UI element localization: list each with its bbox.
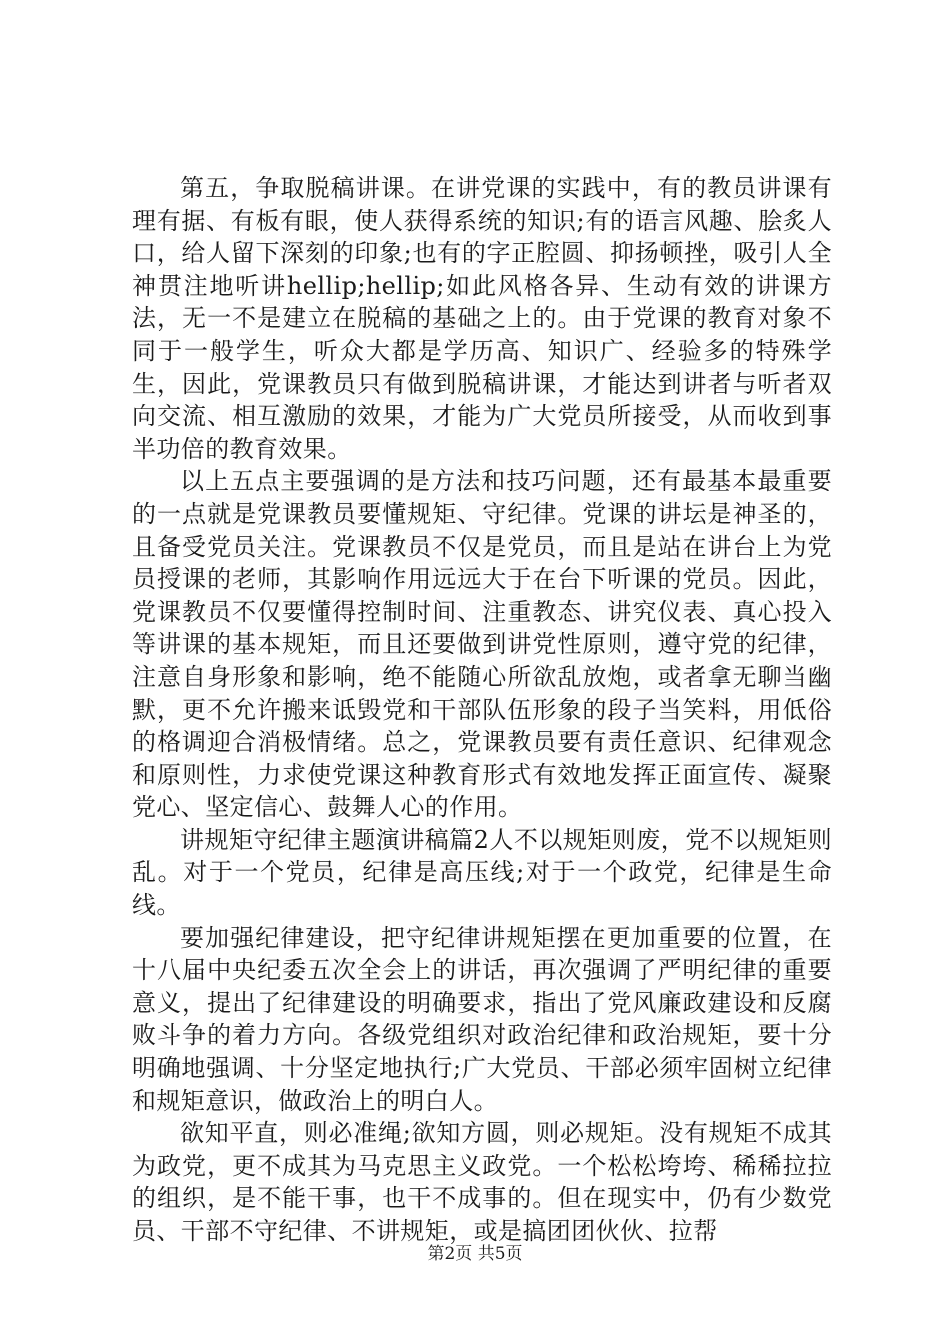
page-number-footer: 第2页 共5页 xyxy=(427,1244,523,1264)
document-body xyxy=(132,172,832,1248)
paragraph: 以上五点主要强调的是方法和技巧问题，还有最基本最重要的一点就是党课教员要懂规矩、守纪律。党课的讲坛是神圣的，且备受党员关注。党课教员不仅是党员，而且是站在讲台上为党员授课的老师，其影响作用远远大于在台下听课的党员。因此，党课教员不仅要懂得控制时间、注重教态、讲究仪表、真心投入等讲课的基本规矩，而且还要做到讲党性原则，遵守党的纪律，注意自身形象和影响，绝不能随心所欲乱放炮，或者拿无聊当幽默，更不允许搬来诋毁党和干部队伍形象的段子当笑料，用低俗的格调迎合消极情绪。总之，党课教员要有责任意识、纪律观念和原则性，力求使党课这种教育形式有效地发挥正面宣传、凝聚党心、坚定信心、鼓舞人心的作用。 xyxy=(132,467,832,822)
paragraph: 第五，争取脱稿讲课。在讲党课的实践中，有的教员讲课有理有据、有板有眼，使人获得系统的知识;有的语言风趣、脍炙人口，给人留下深刻的印象;也有的字正腔圆、抑扬顿挫，吸引人全神贯注地听讲hellip;hellip;如此风格各异、生动有效的讲课方法，无一不是建立在脱稿的基础之上的。由于党课的教育对象不同于一般学生，听众大都是学历高、知识广、经验多的特殊学生，因此，党课教员只有做到脱稿讲课，才能达到讲者与听者双向交流、相互激励的效果，才能为广大党员所接受，从而收到事半功倍的教育效果。 xyxy=(132,174,832,463)
paragraph: 欲知平直，则必准绳;欲知方圆，则必规矩。没有规矩不成其为政党，更不成其为马克思主义政党。一个松松垮垮、稀稀拉拉的组织，是不能干事，也干不成事的。但在现实中，仍有少数党员、干部不守纪律、不讲规矩，或是搞团团伙伙、拉帮 xyxy=(132,1119,832,1245)
paragraph: 要加强纪律建设，把守纪律讲规矩摆在更加重要的位置，在十八届中央纪委五次全会上的讲话，再次强调了严明纪律的重要意义，提出了纪律建设的明确要求，指出了党风廉政建设和反腐败斗争的着力方向。各级党组织对政治纪律和政治规矩，要十分明确地强调、十分坚定地执行;广大党员、干部必须牢固树立纪律和规矩意识，做政治上的明白人。 xyxy=(132,923,832,1115)
paragraph: 讲规矩守纪律主题演讲稿篇2人不以规矩则废，党不以规矩则乱。对于一个党员，纪律是高压线;对于一个政党，纪律是生命线。 xyxy=(132,825,832,920)
